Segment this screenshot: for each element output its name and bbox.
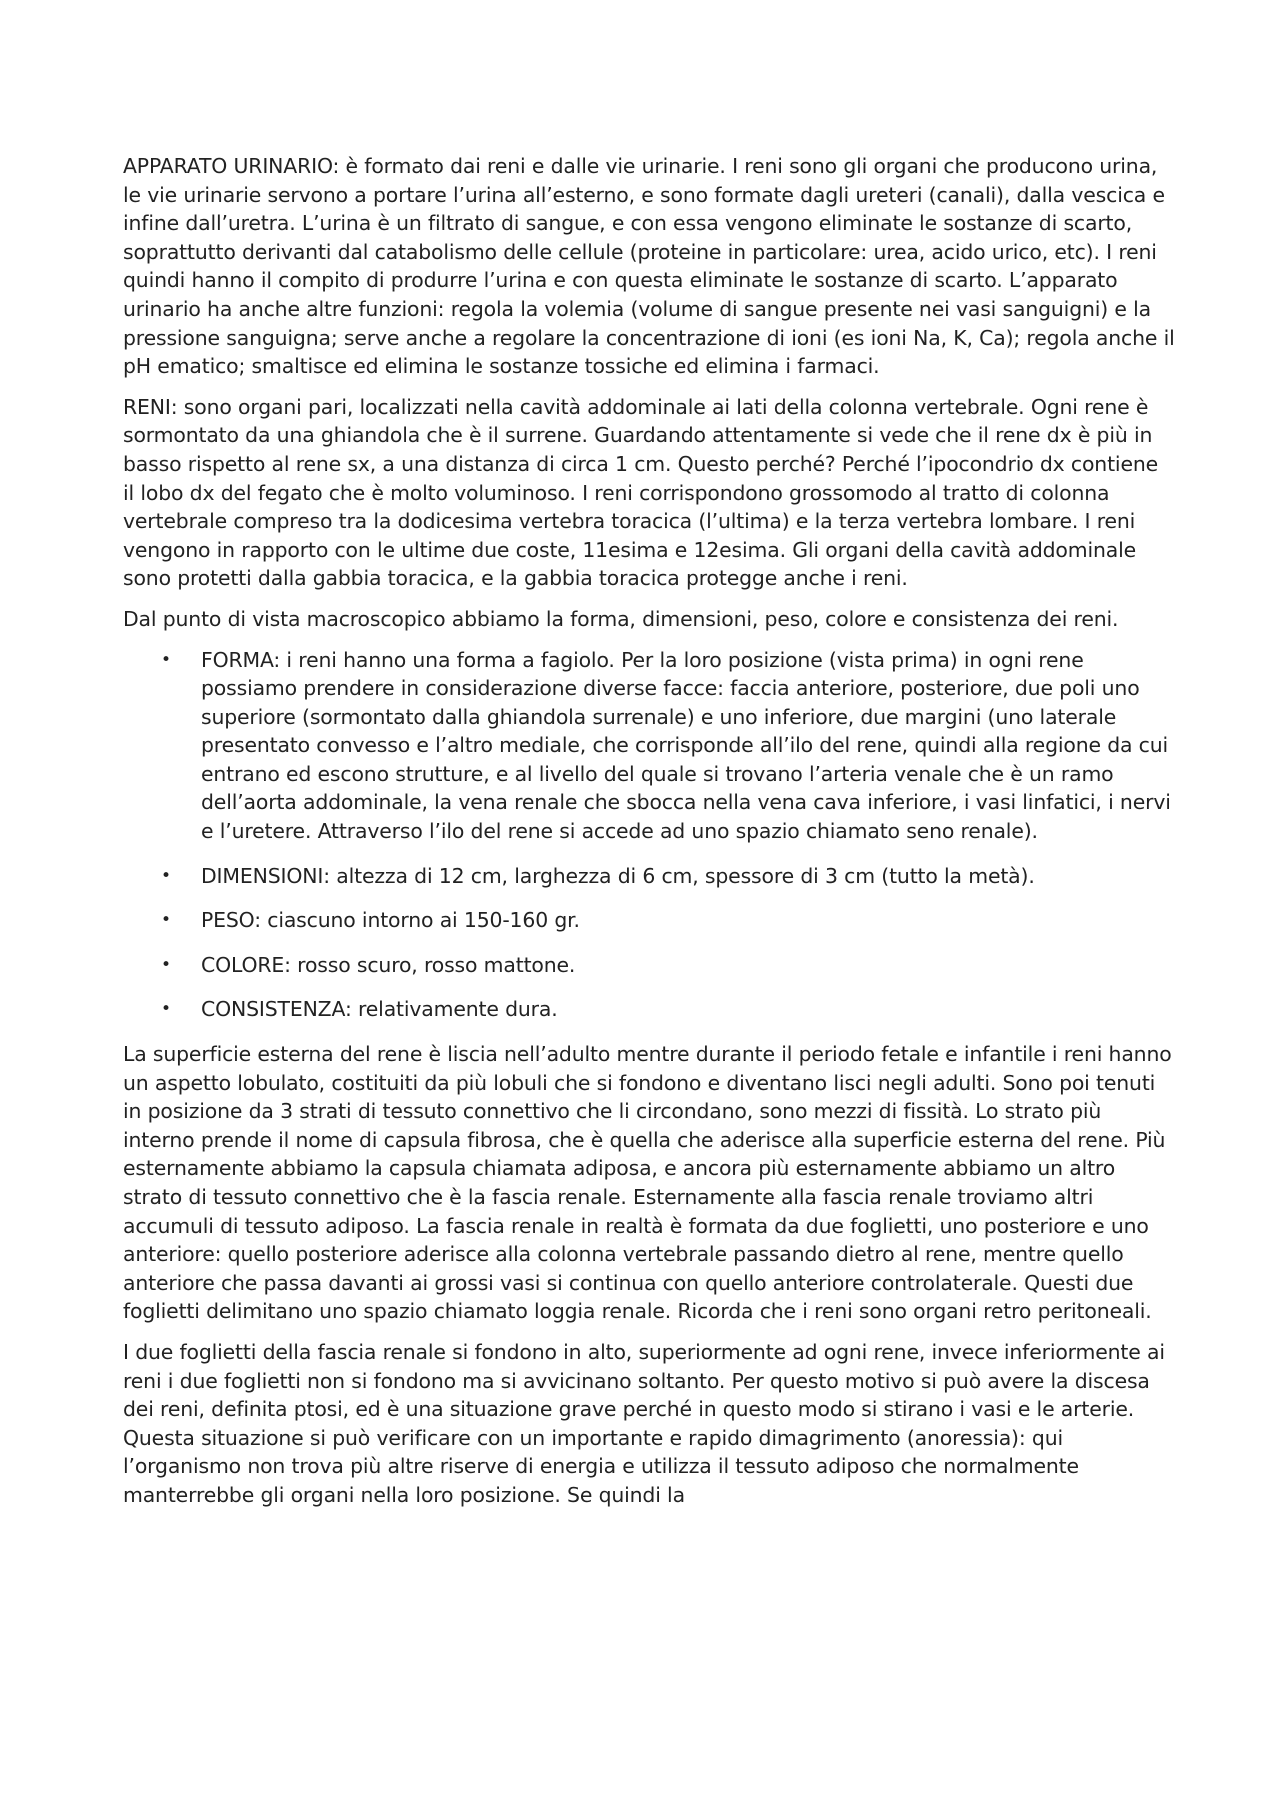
bullet-icon: •	[161, 910, 171, 931]
bullet-icon: •	[161, 865, 171, 886]
bullet-text: COLORE: rosso scuro, rosso mattone.	[201, 952, 576, 977]
bullet-text: CONSISTENZA: relativamente dura.	[201, 997, 558, 1022]
paragraph-superficie-esterna: La superficie esterna del rene è liscia nell’adulto mentre durante il periodo fetale e infantile i reni hanno un aspetto lobulato, costituiti da più lobuli che si fondono e diventano lisci negli adulti. Sono poi tenuti in posizione da 3 strati di tessuto connettivo che li circondano, sono mezzi di fissità. Lo strato più interno prende il nome di capsula fibrosa, che è quella che aderisce alla superficie esterna del rene. Più esternamente abbiamo la capsula chiamata adiposa, e ancora più esternamente abbiamo un altro strato di tessuto connettivo che è la fascia renale. Esternamente alla fascia renale troviamo altri accumuli di tessuto adiposo. La fascia renale in realtà è formata da due foglietti, uno posteriore e uno anteriore: quello posteriore aderisce alla colonna vertebrale passando dietro al rene, mentre quello anteriore che passa davanti ai grossi vasi si continua con quello anteriore controlaterale. Questi due foglietti delimitano uno spazio chiamato loggia renale. Ricorda che i reni sono organi retro peritoneali.	[123, 1042, 1172, 1324]
paragraph-reni: RENI: sono organi pari, localizzati nella cavità addominale ai lati della colonna vertebrale. Ogni rene è sormontato da una ghiandola che è il surrene. Guardando attentamente si vede che il rene dx è più in basso rispetto al rene sx, a una distanza di circa 1 cm. Questo perché? Perché l’ipocondrio dx contiene il lobo dx del fegato che è molto voluminoso. I reni corrispondono grossomodo al tratto di colonna vertebrale compreso tra la dodicesima vertebra toracica (l’ultima) e la terza vertebra lombare. I reni vengono in rapporto con le ultime due coste, 11esima e 12esima. Gli organi della cavità addominale sono protetti dalla gabbia toracica, e la gabbia toracica protegge anche i reni.	[123, 394, 1159, 591]
bullet-list	[123, 646, 1175, 1025]
paragraph-fascia-renale: I due foglietti della fascia renale si fondono in alto, superiormente ad ogni rene, invece inferiormente ai reni i due foglietti non si fondono ma si avvicinano soltanto. Per questo motivo si può avere la discesa dei reni, definita ptosi, ed è una situazione grave perché in questo modo si stirano i vasi e le arterie. Questa situazione si può verificare con un importante e rapido dimagrimento (anoressia): qui l’organismo non trova più altre riserve di energia e utilizza il tessuto adiposo che normalmente manterrebbe gli organi nella loro posizione. Se quindi la	[123, 1339, 1165, 1507]
bullet-icon: •	[161, 954, 171, 975]
bullet-text: PESO: ciascuno intorno ai 150-160 gr.	[201, 908, 580, 933]
paragraph-apparato-urinario: APPARATO URINARIO: è formato dai reni e dalle vie urinarie. I reni sono gli organi che producono urina, le vie urinarie servono a portare l’urina all’esterno, e sono formate dagli ureteri (canali), dalla vescica e infine dall’uretra. L’urina è un filtrato di sangue, e con essa vengono eliminate le sostanze di scarto, soprattutto derivanti dal catabolismo delle cellule (proteine in particolare: urea, acido urico, etc). I reni quindi hanno il compito di produrre l’urina e con questa eliminate le sostanze di scarto. L’apparato urinario ha anche altre funzioni: regola la volemia (volume di sangue presente nei vasi sanguigni) e la pressione sanguigna; serve anche a regolare la concentrazione di ioni (es ioni Na, K, Ca); regola anche il pH ematico; smaltisce ed elimina le sostanze tossiche ed elimina i farmaci.	[123, 154, 1175, 379]
bullet-item-dimensioni	[123, 862, 1175, 891]
bullet-item-peso	[123, 906, 1175, 935]
bullet-item-colore	[123, 951, 1175, 980]
bullet-icon: •	[161, 649, 171, 670]
bullet-item-forma	[123, 646, 1175, 846]
bullet-item-consistenza	[123, 995, 1175, 1024]
bullet-text: DIMENSIONI: altezza di 12 cm, larghezza di 6 cm, spessore di 3 cm (tutto la metà).	[201, 863, 1035, 888]
bullet-icon: •	[161, 999, 171, 1020]
paragraph-macroscopico: Dal punto di vista macroscopico abbiamo la forma, dimensioni, peso, colore e consistenza dei reni.	[123, 606, 1119, 631]
document-page	[123, 152, 1175, 1522]
bullet-text: FORMA: i reni hanno una forma a fagiolo. Per la loro posizione (vista prima) in ogni rene possiamo prendere in considerazione diverse facce: faccia anteriore, posteriore, due poli uno superiore (sormontato dalla ghiandola surrenale) e uno inferiore, due margini (uno laterale presentato convesso e l’altro mediale, che corrisponde all’ilo del rene, quindi alla regione da cui entrano ed escono strutture, e al livello del quale si trovano l’arteria venale che è un ramo dell’aorta addominale, la vena renale che sbocca nella vena cava inferiore, i vasi linfatici, i nervi e l’uretere. Attraverso l’ilo del rene si accede ad uno spazio chiamato seno renale).	[201, 647, 1171, 844]
